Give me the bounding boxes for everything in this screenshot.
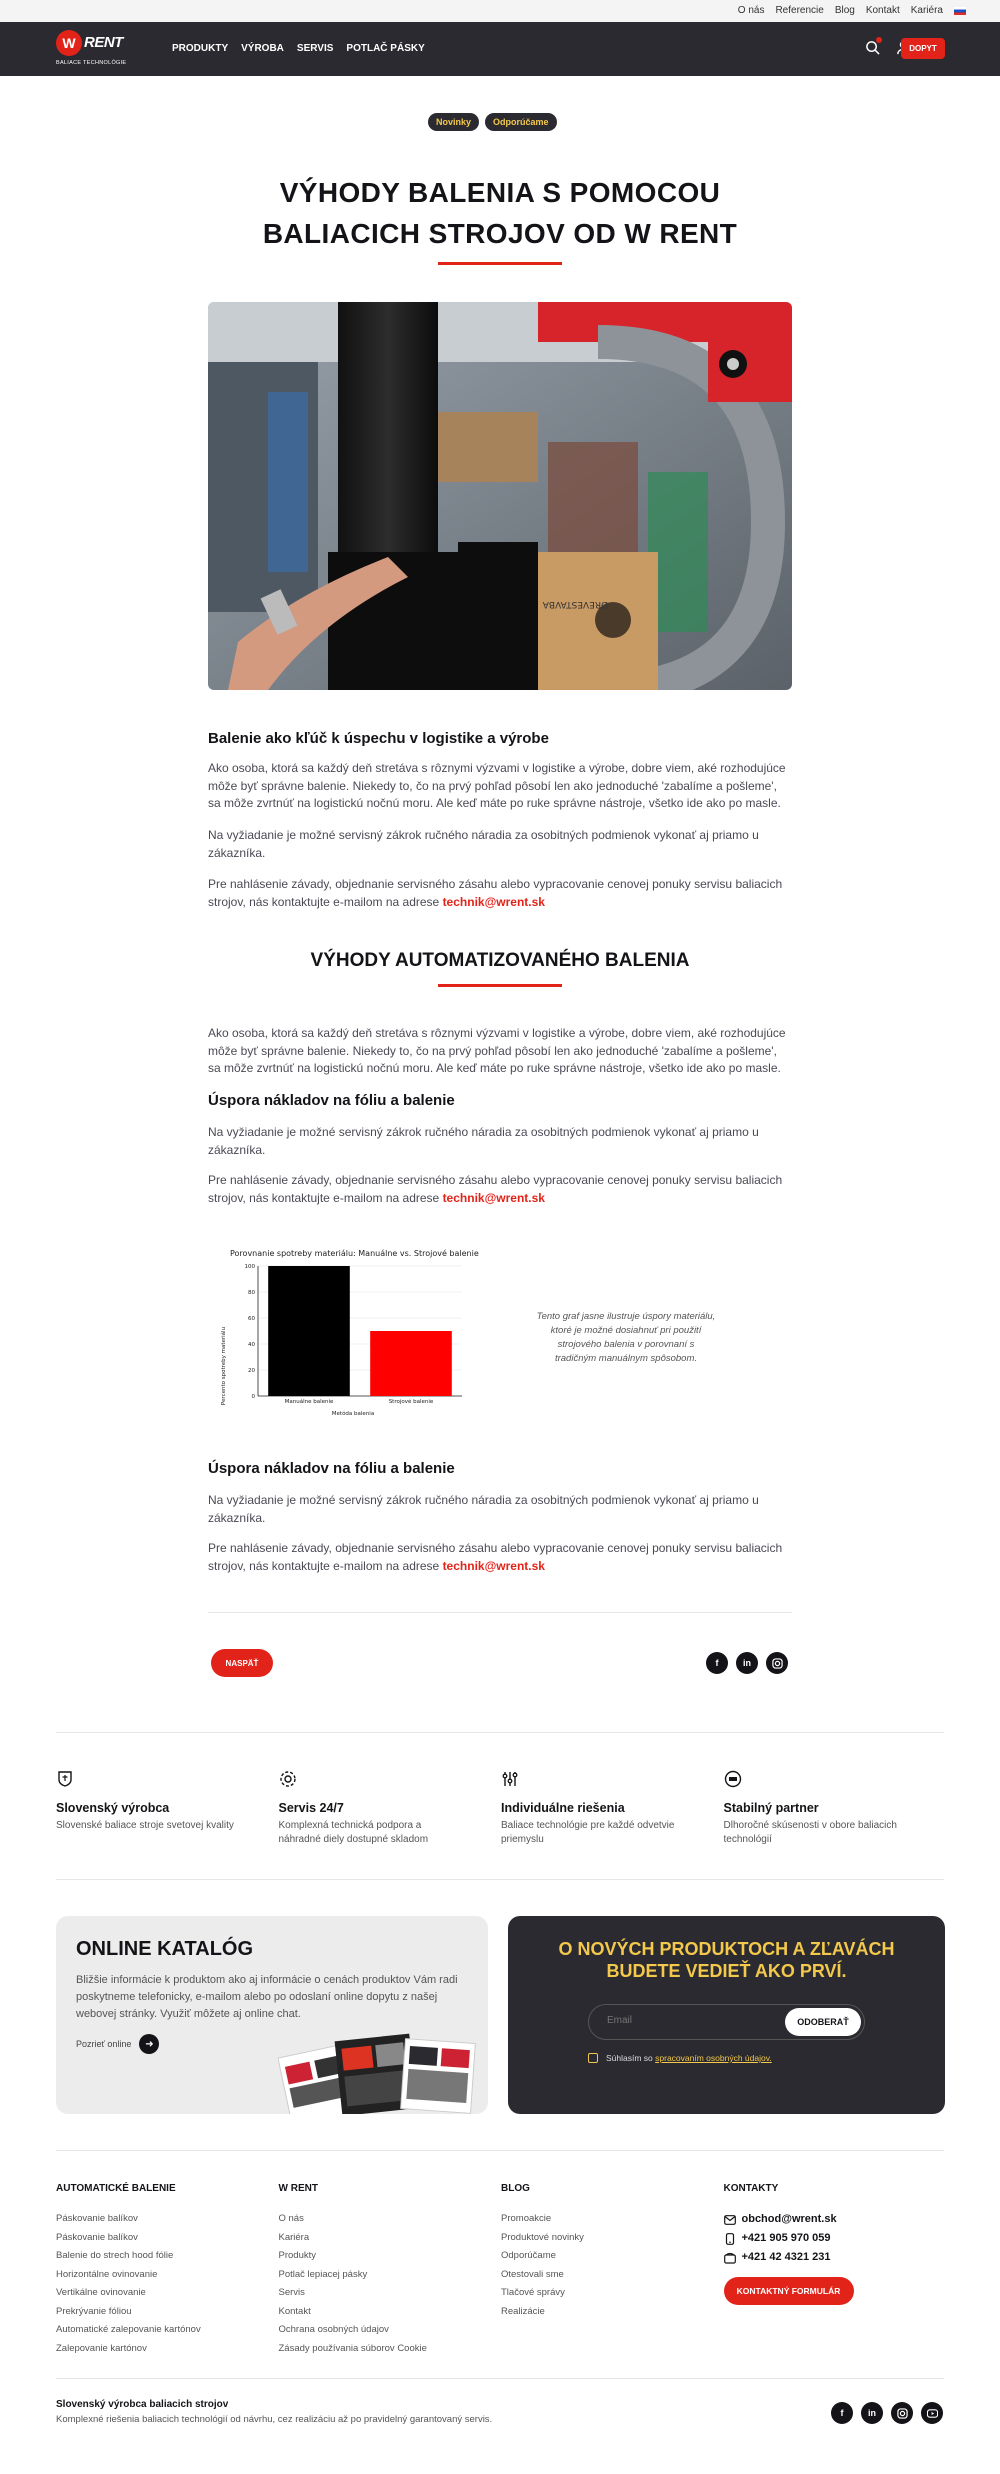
logo-tagline: BALIACE TECHNOLÓGIE: [56, 60, 127, 66]
chart-bar: [268, 1266, 350, 1396]
chart-ytick-label: 20: [248, 1368, 255, 1374]
chart-ytick-label: 80: [248, 1290, 255, 1296]
footer-link[interactable]: Kontakt: [278, 2305, 311, 2317]
facebook-icon[interactable]: f: [706, 1652, 728, 1674]
article-divider: [208, 1612, 792, 1613]
menu-item-service[interactable]: SERVIS: [296, 43, 334, 54]
newsletter-title: O NOVÝCH PRODUKTOCH A ZĽAVÁCH BUDETE VEDIEŤ AKO PRVÍ.: [558, 1939, 895, 1981]
footer-link[interactable]: Zalepovanie kartónov: [56, 2342, 147, 2354]
section3-paragraph2-text: Pre nahlásenie závady, objednanie servisného zásahu alebo vypracovanie cenovej ponuky servisu baliacich strojov, nás kontaktujte e-mailom na adrese: [208, 1173, 783, 1205]
section2-underline: [438, 984, 562, 987]
instagram-icon[interactable]: [891, 2402, 913, 2424]
section4-paragraph2: [208, 1540, 792, 1575]
footer-link[interactable]: Servis: [278, 2287, 305, 2298]
newsletter-form: [588, 2004, 865, 2040]
features-divider-top: [56, 1732, 944, 1733]
section2-title: VÝHODY AUTOMATIZOVANÉHO BALENIA: [310, 950, 690, 971]
chart-ylabel: Percento spotreby materiálu: [221, 1326, 227, 1406]
chart-title: Porovnanie spotreby materiálu: Manuálne vs. Strojové balenie: [230, 1249, 479, 1258]
section1-paragraph2: Na vyžiadanie je možné servisný zákrok ručného náradia za osobitných podmienok vykonať aj priamo u zákazníka.: [208, 828, 759, 860]
footer-col-wrent: [279, 2183, 502, 2358]
email-link[interactable]: technik@wrent.sk: [442, 1558, 545, 1573]
footer-link[interactable]: Produktové novinky: [501, 2231, 584, 2243]
footer-link[interactable]: Automatické zalepovanie kartónov: [56, 2324, 201, 2335]
contact-phone-landline[interactable]: [724, 2248, 947, 2267]
menu-item-products[interactable]: PRODUKTY: [172, 43, 229, 54]
section4-paragraph1: Na vyžiadanie je možné servisný zákrok ručného náradia za osobitných podmienok vykonať aj priamo u zákazníka.: [208, 1493, 759, 1525]
section1-paragraph1: Ako osoba, ktorá sa každý deň stretáva s rôznymi výzvami v logistike a výrobe, dobre viem, aké rozhodujúce môže byť správne balenie. Niekedy to, čo na prvý pohľad pôsobí len ako jednoduché 'zabalíme a pošleme', sa môže zvrtnúť na logistickú nočnú moru. Ale keď máte po ruke správne nástroje, všetko ide ako po masle.: [208, 761, 786, 810]
section4-heading: Úspora nákladov na fóliu a balenie: [208, 1460, 455, 1477]
feature-title: Servis 24/7: [278, 1801, 344, 1815]
feature-title: Stabilný partner: [723, 1801, 819, 1815]
feature-desc: Komplexná technická podpora a náhradné diely dostupné skladom: [278, 1820, 429, 1845]
box-label: DREVESTAVBA: [542, 599, 608, 609]
article-title: VÝHODY BALENIA S POMOCOU BALIACICH STROJOV OD W RENT: [262, 177, 738, 249]
consent-text: [606, 2053, 772, 2063]
newsletter-card: [508, 1916, 945, 2114]
footer-divider-top: [56, 2150, 944, 2151]
feature-desc: Dlhoročné skúsenosti v obore baliacich technológií: [723, 1820, 897, 1845]
catalog-text: Bližšie informácie k produktom ako aj informácie o cenách produktov Vám radi poskytneme telefonicky, e-mailom alebo po odoslaní online dopytu z našej webovej stránky. Využiť môžete aj online chat.: [76, 1974, 458, 2020]
footer-link[interactable]: Tlačové správy: [501, 2287, 565, 2298]
email-link[interactable]: technik@wrent.sk: [442, 894, 545, 909]
features-row: [56, 1770, 946, 1847]
inquiry-button[interactable]: DOPYT: [901, 38, 945, 59]
footer-link[interactable]: Promoakcie: [501, 2213, 552, 2224]
top-link-about[interactable]: O nás: [737, 5, 765, 16]
footer-col-title: BLOG: [501, 2183, 530, 2194]
footer-link[interactable]: Zásady používania súborov Cookie: [278, 2342, 427, 2354]
top-links: [738, 5, 966, 16]
footer-link[interactable]: Prekrývanie fóliou: [56, 2305, 132, 2317]
chart-xtick-label: Strojové balenie: [388, 1399, 434, 1405]
search-icon[interactable]: [865, 40, 880, 55]
feature-individual: [501, 1770, 724, 1847]
contact-phone-mobile[interactable]: [724, 2229, 947, 2248]
instagram-icon[interactable]: [766, 1652, 788, 1674]
tag-news[interactable]: Novinky: [428, 113, 479, 131]
section3-heading: Úspora nákladov na fóliu a balenie: [208, 1092, 455, 1109]
linkedin-icon[interactable]: in: [861, 2402, 883, 2424]
hero-image: [208, 302, 792, 690]
contact-email[interactable]: [724, 2210, 947, 2229]
chart-xtick-label: Manuálne balenie: [284, 1399, 334, 1405]
footer-col-title: AUTOMATICKÉ BALENIE: [56, 2183, 176, 2194]
top-link-blog[interactable]: Blog: [834, 5, 855, 16]
chart-ytick-label: 0: [251, 1394, 255, 1400]
footer-link[interactable]: Páskovanie balíkov: [56, 2231, 138, 2243]
footer-link[interactable]: Produkty: [278, 2250, 316, 2261]
top-bar: [0, 0, 1000, 22]
chart-xlabel: Metóda balenia: [331, 1411, 375, 1417]
youtube-icon[interactable]: [921, 2402, 943, 2424]
chart-ytick-label: 60: [248, 1316, 255, 1322]
footer-col-contacts: [724, 2183, 947, 2358]
title-underline: [438, 262, 562, 265]
footer-columns: [56, 2183, 946, 2358]
top-link-career[interactable]: Kariéra: [910, 5, 943, 16]
subscribe-button[interactable]: ODOBERAŤ: [785, 2008, 861, 2036]
section1-paragraph3-text: Pre nahlásenie závady, objednanie servisného zásahu alebo vypracovanie cenovej ponuky servisu baliacich strojov, nás kontaktujte e-mailom na adrese: [208, 877, 783, 909]
footer-link[interactable]: Horizontálne ovinovanie: [56, 2268, 158, 2280]
footer-link[interactable]: Potlač lepiacej pásky: [278, 2268, 368, 2280]
footer-link[interactable]: Páskovanie balíkov: [56, 2213, 138, 2224]
contact-phone1-text: +421 905 970 059: [741, 2232, 831, 2244]
section1-paragraph3: [208, 876, 792, 911]
sliders-icon: [501, 1770, 519, 1788]
footer-social-icons: [831, 2402, 943, 2424]
main-navbar: [0, 22, 1000, 76]
footer-col-title: W RENT: [278, 2183, 318, 2194]
section2-paragraph1: Ako osoba, ktorá sa každý deň stretáva s rôznymi výzvami v logistike a výrobe, dobre viem, aké rozhodujúce môže byť správne balenie. Niekedy to, čo na prvý pohľad pôsobí len ako jednoduché 'zabalíme a pošleme', sa môže zvrtnúť na logistickú nočnú moru. Ale keď máte po ruke správne nástroje, všetko ide ako po masle.: [208, 1026, 786, 1075]
language-flag-icon[interactable]: [954, 7, 966, 15]
feature-service: [279, 1770, 502, 1847]
footer-link[interactable]: Realizácie: [501, 2305, 545, 2317]
footer-bottom-desc: Komplexné riešenia baliacich technológií od návrhu, cez realizáciu až po pravidelný garantovaný servis.: [56, 2414, 493, 2425]
logo-wordmark: RENT: [84, 34, 123, 51]
catalog-title: ONLINE KATALÓG: [76, 1938, 254, 1960]
footer-link[interactable]: Kariéra: [278, 2231, 310, 2243]
section3-paragraph1: Na vyžiadanie je možné servisný zákrok ručného náradia za osobitných podmienok vykonať aj priamo u zákazníka.: [208, 1125, 759, 1157]
footer-link[interactable]: O nás: [278, 2213, 304, 2224]
footer-col-automatic-packing: [56, 2183, 279, 2358]
article-tags: [428, 113, 557, 131]
mobile-phone-icon: [724, 2233, 736, 2245]
phone-icon: [724, 2252, 736, 2264]
gear-icon: [279, 1770, 297, 1788]
feature-desc: Baliace technológie pre každé odvetvie priemyslu: [501, 1820, 675, 1845]
mail-icon: [724, 2215, 736, 2225]
email-input[interactable]: [607, 2015, 767, 2026]
logo[interactable]: [56, 30, 126, 72]
facebook-icon[interactable]: f: [831, 2402, 853, 2424]
chart-ytick-label: 100: [244, 1264, 255, 1270]
menu-item-production[interactable]: VÝROBA: [241, 43, 284, 54]
catalog-link[interactable]: [76, 2034, 159, 2054]
top-link-contact[interactable]: Kontakt: [865, 5, 900, 16]
contact-email-text: obchod@wrent.sk: [741, 2213, 837, 2225]
footer-divider-bottom: [56, 2378, 944, 2379]
linkedin-icon[interactable]: in: [736, 1652, 758, 1674]
email-link[interactable]: technik@wrent.sk: [442, 1190, 545, 1205]
contact-form-button[interactable]: KONTAKTNÝ FORMULÁR: [724, 2277, 854, 2305]
footer-link[interactable]: Otestovali sme: [501, 2268, 564, 2280]
back-button[interactable]: NASPÄŤ: [211, 1649, 273, 1677]
footer-col-blog: [501, 2183, 724, 2358]
chart-bar: [370, 1331, 452, 1396]
online-catalog-card: [56, 1916, 488, 2114]
badge-icon: [724, 1770, 742, 1788]
footer-link[interactable]: Ochrana osobných údajov: [278, 2324, 389, 2335]
section1-heading: Balenie ako kľúč k úspechu v logistike a výrobe: [208, 730, 549, 747]
features-divider-bottom: [56, 1879, 944, 1880]
logo-mark: W: [56, 30, 82, 56]
footer-link[interactable]: Balenie do strech hood fólie: [56, 2250, 174, 2261]
material-usage-chart: [220, 1248, 482, 1418]
section3-paragraph2: [208, 1172, 792, 1207]
consent-row: [588, 2053, 772, 2063]
chart-caption: Tento graf jasne ilustruje úspory materiálu, ktoré je možné dosiahnuť pri použití strojového balenia v porovnaní s tradičným manuálnym spôsobom.: [536, 1311, 716, 1364]
arrow-right-icon: ➜: [139, 2034, 159, 2054]
chart-ytick-label: 40: [248, 1342, 255, 1348]
catalog-brochures-image: [278, 2016, 488, 2114]
footer-link[interactable]: Odporúčame: [501, 2250, 556, 2261]
tag-recommended[interactable]: Odporúčame: [485, 113, 557, 131]
feature-title: Slovenský výrobca: [56, 1801, 170, 1815]
contact-phone2-text: +421 42 4321 231: [741, 2251, 831, 2263]
footer-col-title: KONTAKTY: [723, 2183, 779, 2194]
feature-title: Individuálne riešenia: [501, 1801, 625, 1815]
feature-slovak-maker: [56, 1770, 279, 1847]
catalog-link-label: Pozrieť online: [76, 2039, 132, 2049]
footer-link[interactable]: Vertikálne ovinovanie: [56, 2287, 146, 2298]
privacy-link[interactable]: spracovaním osobných údajov.: [655, 2053, 772, 2063]
share-icons: [706, 1652, 788, 1674]
top-link-references[interactable]: Referencie: [775, 5, 824, 16]
menu-item-tape-print[interactable]: POTLAČ PÁSKY: [346, 43, 425, 54]
feature-partner: [724, 1770, 947, 1847]
footer-bottom-title: Slovenský výrobca baliacich strojov: [56, 2399, 229, 2410]
feature-desc: Slovenské baliace stroje svetovej kvality: [56, 1820, 234, 1831]
main-menu: [172, 43, 425, 54]
section4-paragraph2-text: Pre nahlásenie závady, objednanie servisného zásahu alebo vypracovanie cenovej ponuky servisu baliacich strojov, nás kontaktujte e-mailom na adrese: [208, 1541, 783, 1573]
shield-flag-icon: [56, 1770, 74, 1788]
consent-checkbox[interactable]: [588, 2053, 598, 2063]
consent-prefix: Súhlasím so: [606, 2053, 656, 2063]
